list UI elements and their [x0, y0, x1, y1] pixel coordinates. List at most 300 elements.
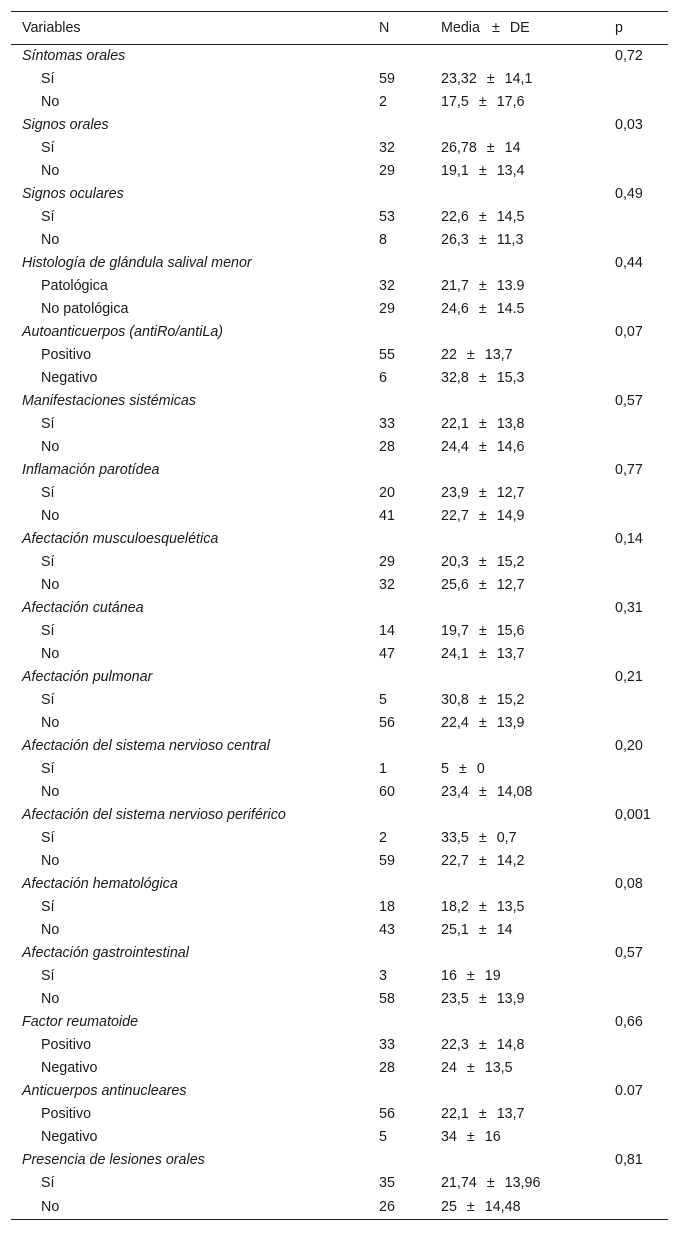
- n-value: 33: [379, 416, 395, 432]
- plus-minus: ±: [478, 485, 487, 501]
- media-value: 24,4: [441, 439, 469, 455]
- de-value: 14,1: [504, 71, 533, 87]
- de-value: 13,9: [496, 991, 525, 1007]
- variable-subrow: [11, 781, 668, 804]
- p-cell: [615, 551, 668, 574]
- de-value: 14,8: [496, 1037, 525, 1053]
- p-value: 0,57: [615, 393, 643, 409]
- plus-minus: ±: [466, 968, 475, 984]
- n-value: 29: [379, 163, 395, 179]
- media-de-cell: [441, 482, 615, 505]
- n-value: 35: [379, 1175, 395, 1191]
- plus-minus: ±: [466, 1129, 475, 1145]
- category-label: Sí: [41, 140, 55, 156]
- table-header: [11, 12, 668, 45]
- media-de-cell: [441, 1080, 615, 1103]
- de-value: 15,6: [496, 623, 525, 639]
- plus-minus: ±: [466, 347, 475, 363]
- p-value: 0,81: [615, 1152, 643, 1168]
- n-cell: [379, 390, 441, 413]
- media-de-cell: [441, 896, 615, 919]
- media-de-cell: [441, 942, 615, 965]
- media-value: 32,8: [441, 370, 469, 386]
- media-value: 26,78: [441, 140, 477, 156]
- de-value: 15,2: [496, 554, 525, 570]
- de-value: 15,3: [496, 370, 525, 386]
- media-value: 18,2: [441, 899, 469, 915]
- variable-subrow: [11, 827, 668, 850]
- header-de: DE: [509, 20, 530, 36]
- header-media: Media: [441, 20, 480, 36]
- media-value: 22,3: [441, 1037, 469, 1053]
- variable-label: Afectación del sistema nervioso central: [22, 738, 270, 754]
- media-de-cell: [441, 390, 615, 413]
- variable-subrow: [11, 275, 668, 298]
- variable-subrow: [11, 1057, 668, 1080]
- variable-subrow: [11, 229, 668, 252]
- media-value: 30,8: [441, 692, 469, 708]
- p-cell: [615, 1195, 668, 1220]
- media-de-cell: [441, 91, 615, 114]
- media-de-cell: [441, 574, 615, 597]
- p-value: 0,08: [615, 876, 643, 892]
- category-label: Negativo: [41, 370, 98, 386]
- media-de-cell: [441, 712, 615, 735]
- variable-label: Signos oculares: [22, 186, 124, 202]
- n-value: 3: [379, 968, 387, 984]
- p-cell: [615, 620, 668, 643]
- media-value: 19,7: [441, 623, 469, 639]
- variable-subrow: [11, 482, 668, 505]
- media-value: 22,6: [441, 209, 469, 225]
- p-value: 0,66: [615, 1014, 643, 1030]
- category-label: No: [41, 646, 60, 662]
- media-de-cell: [441, 620, 615, 643]
- p-cell: [615, 91, 668, 114]
- p-cell: [615, 758, 668, 781]
- variable-subrow: [11, 1172, 668, 1195]
- plus-minus: ±: [466, 1198, 475, 1215]
- plus-minus: ±: [478, 301, 487, 317]
- category-label: No: [41, 991, 60, 1007]
- de-value: 11,3: [496, 232, 524, 248]
- de-value: 19: [484, 968, 501, 984]
- p-value: 0,07: [615, 324, 643, 340]
- variable-subrow: [11, 620, 668, 643]
- plus-minus: ±: [478, 508, 487, 524]
- n-cell: [379, 114, 441, 137]
- plus-minus: ±: [478, 554, 487, 570]
- media-de-cell: [441, 344, 615, 367]
- de-value: 14.5: [496, 301, 525, 317]
- results-table: [11, 11, 668, 1220]
- n-value: 28: [379, 1060, 395, 1076]
- table-body: [11, 45, 668, 1220]
- de-value: 14,5: [496, 209, 525, 225]
- n-value: 20: [379, 485, 395, 501]
- media-de-cell: [441, 735, 615, 758]
- category-label: No patológica: [41, 301, 129, 317]
- n-value: 28: [379, 439, 395, 455]
- media-de-cell: [441, 689, 615, 712]
- plus-minus: ±: [478, 646, 487, 662]
- media-de-cell: [441, 367, 615, 390]
- media-de-cell: [441, 804, 615, 827]
- media-de-cell: [441, 436, 615, 459]
- media-value: 21,74: [441, 1175, 477, 1191]
- media-de-cell: [441, 1057, 615, 1080]
- variable-subrow: [11, 413, 668, 436]
- variable-group-row: [11, 183, 668, 206]
- de-value: 12,7: [496, 485, 525, 501]
- category-label: Positivo: [41, 1106, 92, 1122]
- n-value: 32: [379, 577, 395, 593]
- variable-subrow: [11, 643, 668, 666]
- n-value: 53: [379, 209, 395, 225]
- media-value: 25: [441, 1198, 457, 1215]
- media-de-cell: [441, 1034, 615, 1057]
- media-value: 23,5: [441, 991, 469, 1007]
- variable-subrow: [11, 712, 668, 735]
- n-value: 2: [379, 94, 387, 110]
- variable-subrow: [11, 850, 668, 873]
- media-value: 20,3: [441, 554, 469, 570]
- variable-label: Manifestaciones sistémicas: [22, 393, 197, 409]
- header-row: [11, 12, 668, 45]
- variable-label: Factor reumatoide: [22, 1014, 139, 1030]
- media-value: 22,1: [441, 416, 469, 432]
- de-value: 14,9: [496, 508, 525, 524]
- p-cell: [615, 1057, 668, 1080]
- variable-subrow: [11, 551, 668, 574]
- de-value: 13,96: [504, 1175, 541, 1191]
- plus-minus: ±: [478, 899, 487, 915]
- variable-group-row: [11, 390, 668, 413]
- p-value: 0,44: [615, 255, 643, 271]
- variable-group-row: [11, 1011, 668, 1034]
- p-cell: [615, 1103, 668, 1126]
- media-de-cell: [441, 1172, 615, 1195]
- variable-label: Signos orales: [22, 117, 109, 133]
- media-de-cell: [441, 45, 615, 68]
- media-de-cell: [441, 965, 615, 988]
- media-de-cell: [441, 229, 615, 252]
- p-cell: [615, 275, 668, 298]
- media-value: 17,5: [441, 94, 469, 110]
- plus-minus: ±: [478, 692, 487, 708]
- n-value: 58: [379, 991, 395, 1007]
- media-value: 22,7: [441, 853, 469, 869]
- variable-subrow: [11, 574, 668, 597]
- media-de-cell: [441, 206, 615, 229]
- media-de-cell: [441, 988, 615, 1011]
- p-cell: [615, 137, 668, 160]
- media-de-cell: [441, 160, 615, 183]
- media-value: 25,1: [441, 922, 469, 938]
- category-label: Negativo: [41, 1060, 98, 1076]
- media-de-cell: [441, 1126, 615, 1149]
- n-cell: [379, 597, 441, 620]
- p-cell: [615, 919, 668, 942]
- n-cell: [379, 459, 441, 482]
- media-value: 22,4: [441, 715, 469, 731]
- de-value: 17,6: [496, 94, 525, 110]
- p-cell: [615, 643, 668, 666]
- p-cell: [615, 298, 668, 321]
- variable-label: Presencia de lesiones orales: [22, 1152, 205, 1168]
- header-p: p: [615, 20, 623, 36]
- variable-label: Autoanticuerpos (antiRo/antiLa): [22, 324, 224, 340]
- p-cell: [615, 229, 668, 252]
- variable-group-row: [11, 597, 668, 620]
- plus-minus: ±: [478, 853, 487, 869]
- variable-group-row: [11, 45, 668, 68]
- category-label: No: [41, 922, 60, 938]
- p-cell: [615, 413, 668, 436]
- plus-minus: ±: [478, 623, 487, 639]
- de-value: 14,48: [484, 1198, 521, 1215]
- p-cell: [615, 689, 668, 712]
- variable-subrow: [11, 206, 668, 229]
- media-de-cell: [441, 873, 615, 896]
- p-cell: [615, 965, 668, 988]
- category-label: No: [41, 853, 60, 869]
- media-de-cell: [441, 505, 615, 528]
- n-value: 5: [379, 692, 387, 708]
- category-label: Sí: [41, 623, 55, 639]
- category-label: Sí: [41, 1175, 55, 1191]
- category-label: No: [41, 94, 60, 110]
- media-value: 19,1: [441, 163, 469, 179]
- media-de-cell: [441, 528, 615, 551]
- variable-subrow: [11, 1126, 668, 1149]
- media-value: 22,1: [441, 1106, 469, 1122]
- p-value: 0,49: [615, 186, 643, 202]
- de-value: 13,5: [484, 1060, 513, 1076]
- p-cell: [615, 1172, 668, 1195]
- n-cell: [379, 528, 441, 551]
- media-de-cell: [441, 1011, 615, 1034]
- p-cell: [615, 850, 668, 873]
- media-de-cell: [441, 827, 615, 850]
- variable-subrow: [11, 965, 668, 988]
- n-cell: [379, 321, 441, 344]
- variable-group-row: [11, 528, 668, 551]
- variable-subrow: [11, 758, 668, 781]
- media-de-cell: [441, 68, 615, 91]
- media-de-cell: [441, 850, 615, 873]
- variable-subrow: [11, 896, 668, 919]
- plus-minus: ±: [466, 1060, 475, 1076]
- n-value: 26: [379, 1198, 395, 1215]
- category-label: No: [41, 232, 60, 248]
- de-value: 14,08: [496, 784, 533, 800]
- de-value: 0: [476, 761, 485, 777]
- media-value: 22,7: [441, 508, 469, 524]
- variable-label: Afectación del sistema nervioso periférico: [22, 807, 286, 823]
- variable-label: Afectación cutánea: [22, 600, 144, 616]
- de-value: 14: [496, 922, 513, 938]
- plus-minus: ±: [478, 94, 487, 110]
- variable-group-row: [11, 666, 668, 689]
- category-label: Sí: [41, 71, 55, 87]
- media-de-cell: [441, 298, 615, 321]
- variable-subrow: [11, 1034, 668, 1057]
- variable-subrow: [11, 344, 668, 367]
- n-value: 6: [379, 370, 387, 386]
- media-value: 33,5: [441, 830, 469, 846]
- variable-label: Afectación gastrointestinal: [22, 945, 189, 961]
- variable-subrow: [11, 137, 668, 160]
- variable-group-row: [11, 1149, 668, 1172]
- media-de-cell: [441, 183, 615, 206]
- plus-minus: ±: [478, 209, 487, 225]
- n-value: 14: [379, 623, 395, 639]
- p-cell: [615, 160, 668, 183]
- p-value: 0,72: [615, 48, 643, 65]
- media-de-cell: [441, 643, 615, 666]
- variable-label: Anticuerpos antinucleares: [22, 1083, 187, 1099]
- variable-subrow: [11, 919, 668, 942]
- media-de-cell: [441, 551, 615, 574]
- media-value: 5: [441, 761, 449, 777]
- de-value: 0,7: [496, 830, 517, 846]
- plus-minus: ±: [478, 922, 487, 938]
- n-cell: [379, 873, 441, 896]
- plus-minus: ±: [478, 1037, 487, 1053]
- n-value: 32: [379, 278, 395, 294]
- category-label: Positivo: [41, 347, 92, 363]
- media-de-cell: [441, 666, 615, 689]
- de-value: 13,8: [496, 416, 525, 432]
- plus-minus: ±: [478, 1106, 487, 1122]
- media-value: 23,32: [441, 71, 477, 87]
- media-de-cell: [441, 1149, 615, 1172]
- n-cell: [379, 183, 441, 206]
- media-de-cell: [441, 321, 615, 344]
- category-label: No: [41, 715, 60, 731]
- media-value: 23,4: [441, 784, 469, 800]
- variable-group-row: [11, 114, 668, 137]
- media-value: 25,6: [441, 577, 469, 593]
- media-value: 24: [441, 1060, 457, 1076]
- variable-subrow: [11, 505, 668, 528]
- n-value: 59: [379, 853, 395, 869]
- variable-subrow: [11, 689, 668, 712]
- media-de-cell: [441, 413, 615, 436]
- n-value: 33: [379, 1037, 395, 1053]
- variable-subrow: [11, 988, 668, 1011]
- plus-minus: ±: [478, 232, 487, 248]
- variable-subrow: [11, 1195, 668, 1220]
- n-value: 8: [379, 232, 387, 248]
- de-value: 13,9: [496, 715, 525, 731]
- category-label: Sí: [41, 554, 55, 570]
- n-value: 41: [379, 508, 395, 524]
- media-de-cell: [441, 1103, 615, 1126]
- plus-minus: ±: [478, 278, 487, 294]
- header-media-de: [441, 12, 615, 45]
- media-de-cell: [441, 1195, 615, 1220]
- media-de-cell: [441, 252, 615, 275]
- variable-subrow: [11, 1103, 668, 1126]
- p-cell: [615, 206, 668, 229]
- category-label: Sí: [41, 968, 55, 984]
- n-value: 60: [379, 784, 395, 800]
- n-value: 29: [379, 554, 395, 570]
- variable-group-row: [11, 1080, 668, 1103]
- plus-minus: ±: [478, 991, 487, 1007]
- p-cell: [615, 896, 668, 919]
- n-value: 59: [379, 71, 395, 87]
- plus-minus: ±: [478, 439, 487, 455]
- variable-label: Histología de glándula salival menor: [22, 255, 252, 271]
- n-cell: [379, 1011, 441, 1034]
- media-value: 34: [441, 1129, 457, 1145]
- variable-group-row: [11, 735, 668, 758]
- n-value: 56: [379, 715, 395, 731]
- p-value: 0,20: [615, 738, 643, 754]
- p-cell: [615, 436, 668, 459]
- n-cell: [379, 45, 441, 68]
- p-value: 0,57: [615, 945, 643, 961]
- de-value: 14,6: [496, 439, 525, 455]
- p-value: 0,31: [615, 600, 643, 616]
- variable-subrow: [11, 436, 668, 459]
- plus-minus: ±: [478, 577, 487, 593]
- category-label: No: [41, 439, 60, 455]
- variable-label: Afectación pulmonar: [22, 669, 153, 685]
- p-value: 0,21: [615, 669, 643, 685]
- n-cell: [379, 735, 441, 758]
- n-cell: [379, 1149, 441, 1172]
- category-label: No: [41, 1198, 60, 1215]
- media-value: 26,3: [441, 232, 469, 248]
- de-value: 16: [484, 1129, 501, 1145]
- media-de-cell: [441, 114, 615, 137]
- variable-subrow: [11, 68, 668, 91]
- n-value: 43: [379, 922, 395, 938]
- variable-label: Inflamación parotídea: [22, 462, 160, 478]
- media-de-cell: [441, 275, 615, 298]
- p-cell: [615, 827, 668, 850]
- media-de-cell: [441, 781, 615, 804]
- media-de-cell: [441, 919, 615, 942]
- category-label: Sí: [41, 899, 55, 915]
- media-de-cell: [441, 137, 615, 160]
- n-cell: [379, 666, 441, 689]
- category-label: Sí: [41, 485, 55, 501]
- variable-label: Afectación musculoesquelética: [22, 531, 219, 547]
- n-value: 29: [379, 301, 395, 317]
- plus-minus: ±: [478, 416, 487, 432]
- de-value: 13.9: [496, 278, 525, 294]
- variable-group-row: [11, 804, 668, 827]
- p-value: 0,03: [615, 117, 643, 133]
- media-de-cell: [441, 597, 615, 620]
- n-value: 2: [379, 830, 387, 846]
- plus-minus: ±: [486, 140, 495, 156]
- media-value: 24,1: [441, 646, 469, 662]
- p-value: 0,001: [615, 807, 651, 823]
- de-value: 13,4: [496, 163, 525, 179]
- plus-minus: ±: [478, 163, 487, 179]
- media-value: 24,6: [441, 301, 469, 317]
- p-value: 0,14: [615, 531, 643, 547]
- p-cell: [615, 505, 668, 528]
- de-value: 13,7: [484, 347, 513, 363]
- plus-minus: ±: [478, 715, 487, 731]
